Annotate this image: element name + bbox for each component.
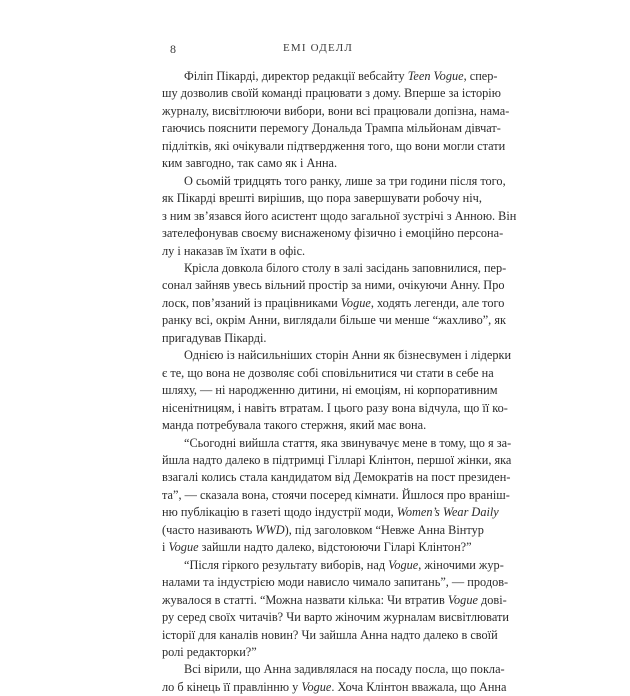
paragraph xyxy=(162,435,512,557)
text-line: і Vogue зайшли надто далеко, відстоюючи Гіларі Клінтон?” xyxy=(162,540,472,555)
text-line: як Пікарді врешті вирішив, що пора завершувати робочу ніч, xyxy=(162,191,482,206)
text-line: ню публікацію в газеті щодо індустрії моди, Women’s Wear Daily xyxy=(162,505,499,520)
text-line: з ним зв’язався його асистент щодо загальної зустрічі з Анною. Він xyxy=(162,208,517,223)
text-line: “Сьогодні вийшла стаття, яка звинувачує мене в тому, що я за- xyxy=(184,435,512,450)
text-line: “Після гіркого результату виборів, над Vogue, жіночими жур- xyxy=(184,557,504,572)
text-line: ло б кінець її правлінню у Vogue. Хоча Клінтон вважала, що Анна xyxy=(162,679,507,694)
text-line: налами та індустрією моди нависло чимало запитань”, — продов- xyxy=(162,575,509,590)
paragraph xyxy=(162,260,507,347)
text-line: підлітків, які очікували підтвердження того, що вони могли стати xyxy=(162,138,506,153)
text-line: Крісла довкола білого столу в залі засідань заповнилися, пер- xyxy=(184,260,507,275)
text-line: історії для каналів новин? Чи зайшла Анна надто далеко в своїй xyxy=(162,627,498,642)
text-line: є те, що вона не дозволяє собі сповільнитися чи стати в себе на xyxy=(162,365,494,380)
running-head: ЕМІ ОДЕЛЛ xyxy=(282,42,354,54)
text-line: йшла надто далеко в підтримці Гілларі Клінтон, першої жінки, яка xyxy=(162,452,512,467)
paragraph xyxy=(162,68,510,173)
text-line: манда потребувала такого стержня, який має вона. xyxy=(162,418,427,433)
text-line: та”, — сказала вона, стоячи посеред кімнати. Йшлося про враніш- xyxy=(162,487,510,502)
text-line: ролі редакторки?” xyxy=(162,644,257,659)
text-line: лу і наказав їм їхати в офіс. xyxy=(162,243,306,258)
text-line: сонал зайняв увесь вільний простір за ними, очікуючи Анну. Про xyxy=(162,278,505,293)
text-line: жувалося в статті. “Можна назвати кілька: Чи втратив Vogue дові- xyxy=(162,592,507,607)
text-line: (часто називають WWD), під заголовком “Невже Анна Вінтур xyxy=(162,522,484,537)
text-line: О сьомій тридцять того ранку, лише за три години після того, xyxy=(184,173,506,188)
text-line: пригадував Пікарді. xyxy=(162,330,267,345)
body-text xyxy=(162,68,517,696)
paragraph xyxy=(162,557,509,662)
paragraph xyxy=(162,661,507,696)
text-line: Всі вірили, що Анна задивлялася на посаду посла, що покла- xyxy=(184,662,505,677)
text-line: гаючись пояснити перемогу Дональда Трампа мільйонам дівчат- xyxy=(162,121,501,136)
text-line: Однією із найсильніших сторін Анни як бізнесвумен і лідерки xyxy=(184,348,512,363)
text-line: зателефонував своєму виснаженому фізично і емоційно персона- xyxy=(162,226,504,241)
text-line: ру серед своїх читачів? Чи варто жіночим журналам висвітлювати xyxy=(162,610,509,625)
text-line: Філіп Пікарді, директор редакції вебсайту Teen Vogue, спер- xyxy=(184,69,498,83)
paragraph xyxy=(162,347,512,434)
text-line: шляху, — ні народженню дитини, ні емоціям, ні корпоративним xyxy=(162,383,498,398)
text-line: взагалі колись стала кандидатом від Демократів на пост президен- xyxy=(162,470,511,485)
text-line: шу дозволив своїй команді працювати з дому. Вперше за історію xyxy=(162,86,501,101)
text-line: лоск, пов’язаний із працівниками Vogue, ходять легенди, але того xyxy=(162,295,505,310)
page-number: 8 xyxy=(170,42,176,56)
paragraph xyxy=(162,173,517,260)
text-line: ранку всі, окрім Анни, виглядали більше чи менше “жахливо”, як xyxy=(162,313,506,328)
text-line: журналу, висвітлюючи вибори, вони всі працювали допізна, нама- xyxy=(162,103,510,118)
text-line: ким завгодно, так само як і Анна. xyxy=(162,156,338,171)
text-line: нісенітницям, і навіть втратам. І цього разу вона відчула, що її ко- xyxy=(162,400,508,415)
